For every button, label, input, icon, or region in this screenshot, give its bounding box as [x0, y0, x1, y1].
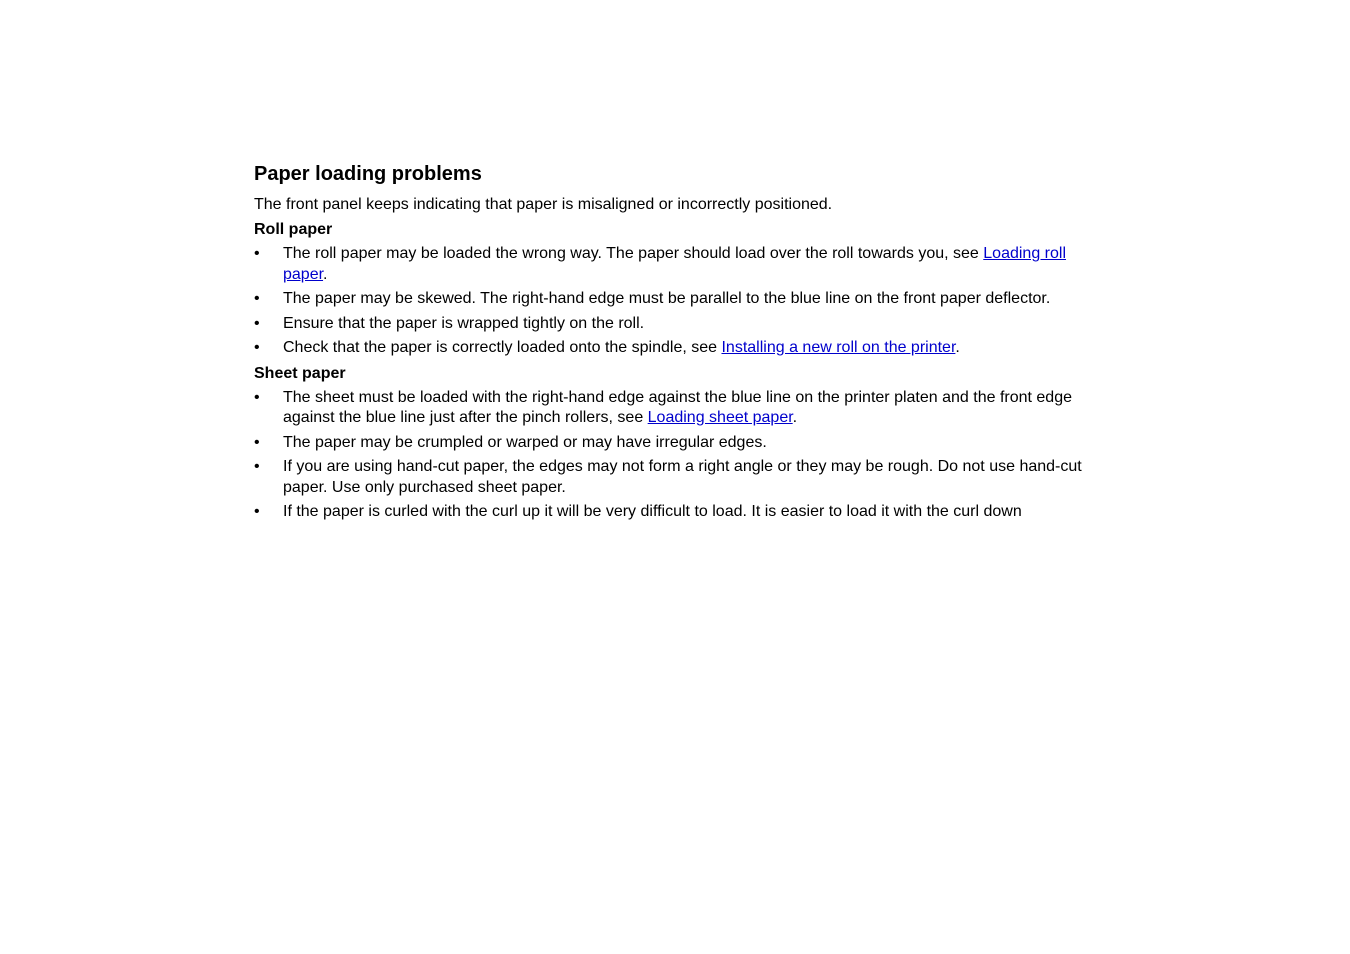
page-title: Paper loading problems — [254, 163, 482, 185]
list-item — [254, 433, 1104, 454]
sheet-paper-list — [254, 388, 1104, 523]
list-item — [254, 338, 1104, 359]
item-text-after: . — [323, 265, 328, 283]
item-text: Check that the paper is correctly loaded onto the spindle, see — [283, 339, 722, 356]
list-item — [254, 244, 1104, 285]
bullet-icon: • — [254, 314, 260, 332]
list-item — [254, 289, 1104, 310]
item-text: Ensure that the paper is wrapped tightly on the roll. — [283, 314, 645, 332]
item-text-after: . — [792, 409, 798, 426]
bullet-icon: • — [254, 339, 260, 356]
bullet-icon: • — [254, 388, 260, 406]
list-item — [254, 314, 1104, 335]
item-text: If the paper is curled with the curl up it will be very difficult to load. It is easier to load it with the curl down — [283, 503, 1022, 520]
item-text: The paper may be skewed. The right-hand edge must be parallel to the blue line on the front paper deflector. — [283, 290, 1051, 307]
item-text: The paper may be crumpled or warped or may have irregular edges. — [283, 433, 767, 451]
bullet-icon: • — [254, 245, 260, 262]
section-heading-sheet-paper: Sheet paper — [254, 364, 346, 382]
list-item — [254, 457, 1104, 498]
document-body — [254, 161, 1104, 527]
list-item — [254, 388, 1104, 429]
link-loading-roll-paper[interactable]: Loading roll paper — [283, 245, 1066, 283]
intro-paragraph: The front panel keeps indicating that paper is misaligned or incorrectly positioned. — [254, 196, 833, 213]
roll-paper-list — [254, 244, 1104, 359]
item-text: If you are using hand-cut paper, the edges may not form a right angle or they may be rough. Do not use hand-cut paper. Use only purchased sheet paper. — [283, 458, 1082, 496]
bullet-icon: • — [254, 290, 260, 307]
section-heading-roll-paper: Roll paper — [254, 221, 333, 238]
link-loading-sheet-paper[interactable]: Loading sheet paper — [647, 409, 793, 426]
bullet-icon: • — [254, 433, 260, 451]
item-text-after: . — [955, 339, 960, 356]
bullet-icon: • — [254, 503, 260, 520]
link-installing-new-roll[interactable]: Installing a new roll on the printer — [721, 339, 956, 356]
bullet-icon: • — [254, 458, 260, 475]
list-item — [254, 502, 1104, 523]
item-text: The roll paper may be loaded the wrong way. The paper should load over the roll towards you, see — [283, 245, 984, 262]
item-text: The sheet must be loaded with the right-hand edge against the blue line on the printer platen and the front edge against the blue line just after the pinch rollers, see — [283, 388, 1072, 426]
